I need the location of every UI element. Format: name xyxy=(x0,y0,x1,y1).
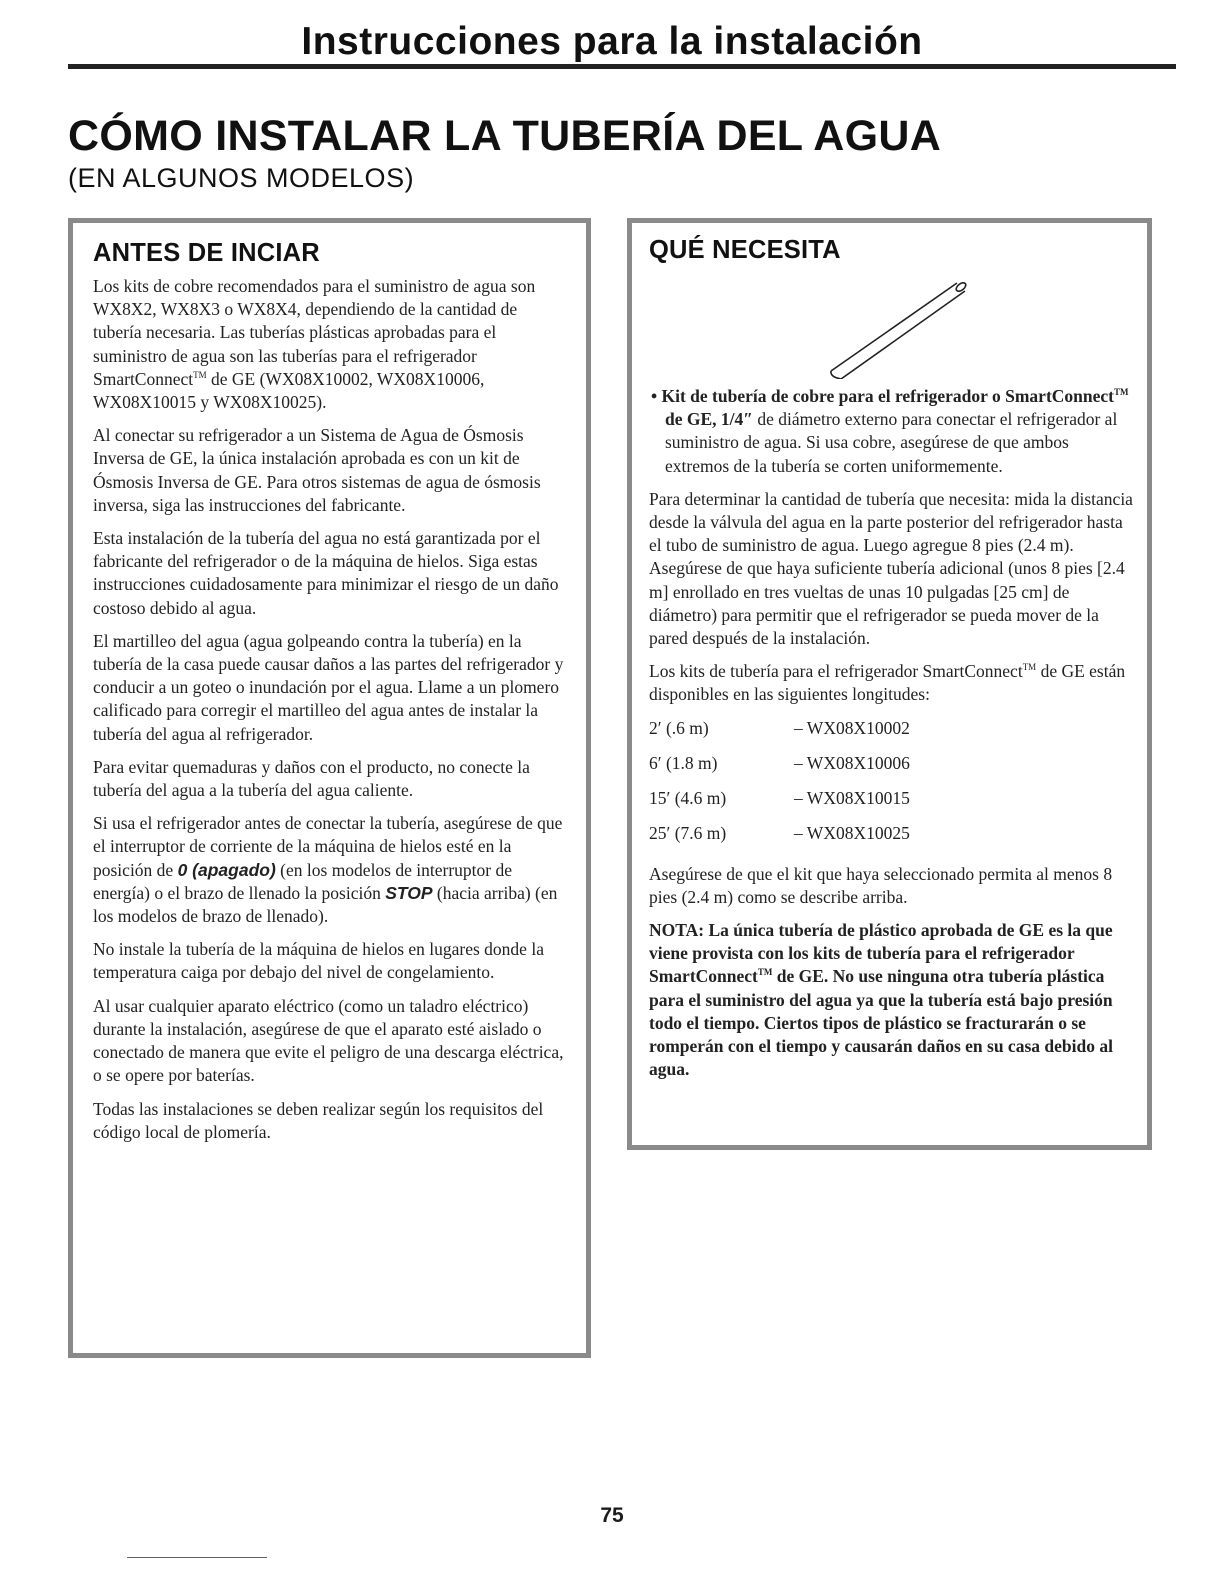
paragraph-freezing: No instale la tubería de la máquina de hielos en lugares donde la temperatura caiga por debajo del nivel de congelamiento. xyxy=(93,939,544,983)
paragraph-switch-text-c: (hacia arriba) (en los modelos de brazo de llenado). xyxy=(93,882,558,927)
kit-row xyxy=(649,752,1135,787)
paragraph-switch-text-b: (en los modelos de interruptor de energía) o el brazo de llenado la posición xyxy=(93,859,512,903)
section-header-title: Instrucciones para la instalación xyxy=(301,20,923,63)
before-you-begin-heading: ANTES DE INCIAR xyxy=(93,239,320,267)
note-text-a: NOTA: La única tubería de plástico aprobada de GE es la que viene provista con los kits de tubería para el refrigerador SmartConnect xyxy=(649,920,1113,987)
tubing-kit-bold-b: de GE, 1/4″ xyxy=(665,409,753,430)
paragraph-kits xyxy=(93,275,570,414)
kit-lengths-text-a: Los kits de tubería para el refrigerador SmartConnect xyxy=(649,661,1023,682)
kit-length: 6′ (1.8 m) xyxy=(649,752,718,773)
note-text-b: de GE. No use ninguna otra tubería plástica para el suministro del agua ya que la tubería está bajo presión todo el tiempo. Ciertos tipos de plástico se fracturarán o se romperán con el tiempo y causarán daños en su casa debido al agua. xyxy=(649,966,1113,1080)
paragraph-kits-text: Los kits de cobre recomendados para el suministro de agua son WX8X2, WX8X3 o WX8X4, dependiendo de la cantidad de tubería necesaria. Las tuberías plásticas aprobadas para el suministro de agua son las tuberías para el refrigerador SmartConnect xyxy=(93,276,536,389)
tubing-kit-text: de diámetro externo para conectar el refrigerador al suministro de agua. Si usa cobre, asegúrese de que ambos extremos de la tubería se corten uniformemente. xyxy=(665,409,1118,476)
kit-list xyxy=(649,717,1135,857)
kit-model: – WX08X10006 xyxy=(794,752,910,773)
paragraph-kit-lengths xyxy=(649,660,1135,706)
kit-row xyxy=(649,717,1135,752)
trademark-mark: TM xyxy=(1113,387,1129,398)
kit-length: 15′ (4.6 m) xyxy=(649,787,727,808)
paragraph-kits-tail: de GE (WX08X10002, WX08X10006, WX08X10015 y WX08X10025). xyxy=(93,368,485,413)
page-title: CÓMO INSTALAR LA TUBERÍA DEL AGUA xyxy=(68,112,942,160)
footer-rule xyxy=(127,1557,267,1558)
what-you-need-panel xyxy=(627,218,1152,1150)
note-paragraph xyxy=(649,919,1135,1081)
header-rule xyxy=(68,64,1176,69)
page-number: 75 xyxy=(600,1504,624,1527)
paragraph-hot-water: Para evitar quemaduras y daños con el producto, no conecte la tubería del agua a la tubería del agua caliente. xyxy=(93,756,530,801)
paragraph-switch-text-a: Si usa el refrigerador antes de conectar la tubería, asegúrese de que el interruptor de corriente de la máquina de hielos esté en la posición de xyxy=(93,813,563,880)
paragraph-measure: Para determinar la cantidad de tubería que necesita: mida la distancia desde la válvula del agua en la parte posterior del refrigerador hasta el tubo de suministro de agua. Luego agregue 8 pies (2.4 m). Asegúrese de que haya suficiente tubería adicional (unos 8 pies [2.4 m] enrollado en tres vueltas de unas 10 pulgadas [25 cm] de diámetro) para permitir que el refrigerador se pueda mover de la pared después de la instalación. xyxy=(649,488,1133,649)
off-position-label: 0 (apagado) xyxy=(177,859,276,880)
kit-length: 2′ (.6 m) xyxy=(649,717,709,738)
kit-row xyxy=(649,822,1135,857)
kit-lengths-text-b: de GE están disponibles en las siguientes longitudes: xyxy=(649,661,1126,705)
before-you-begin-panel xyxy=(68,218,591,1358)
paragraph-select-kit: Asegúrese de que el kit que haya seleccionado permita al menos 8 pies (2.4 m) como se describe arriba. xyxy=(649,863,1113,907)
paragraph-warranty: Esta instalación de la tubería del agua no está garantizada por el fabricante del refrigerador o de la máquina de hielos. Siga estas instrucciones cuidadosamente para minimizar el riesgo de un daño costoso debido al agua. xyxy=(93,528,559,618)
paragraph-electric: Al usar cualquier aparato eléctrico (como un taladro eléctrico) durante la instalación, asegúrese de que el aparato esté aislado o conectado de manera que evite el peligro de una descarga eléctrica, o se opere por baterías. xyxy=(93,995,564,1086)
what-you-need-heading: QUÉ NECESITA xyxy=(649,236,841,264)
kit-model: – WX08X10015 xyxy=(794,787,910,808)
kit-model: – WX08X10025 xyxy=(794,822,910,843)
trademark-mark: TM xyxy=(1022,662,1037,673)
page-subtitle: (EN ALGUNOS MODELOS) xyxy=(68,163,415,193)
paragraph-code: Todas las instalaciones se deben realizar según los requisitos del código local de plomería. xyxy=(93,1098,544,1142)
trademark-mark: TM xyxy=(757,967,773,978)
tubing-kit-bullet xyxy=(649,385,1135,478)
paragraph-water-hammer: El martilleo del agua (agua golpeando contra la tubería) en la tubería de la casa puede causar daños a las partes del refrigerador y conducir a un goteo o inundación por el agua. Llame a un plomero calificado para corregir el martilleo del agua antes de instalar la tubería del agua al refrigerador. xyxy=(93,630,564,744)
kit-row xyxy=(649,787,1135,822)
trademark-mark: TM xyxy=(193,369,207,380)
paragraph-osmosis: Al conectar su refrigerador a un Sistema de Agua de Ósmosis Inversa de GE, la única instalación aprobada es con un kit de Ósmosis Inversa de GE. Para otros sistemas de agua de ósmosis inversa, siga las instrucciones del fabricante. xyxy=(93,425,541,515)
copper-tubing-icon xyxy=(819,267,969,379)
stop-position-label: STOP xyxy=(385,882,433,903)
paragraph-switch xyxy=(93,812,570,928)
kit-length: 25′ (7.6 m) xyxy=(649,822,727,843)
tubing-kit-bold-a: • Kit de tubería de cobre para el refrigerador o SmartConnect xyxy=(651,386,1114,406)
kit-model: – WX08X10002 xyxy=(794,717,910,738)
